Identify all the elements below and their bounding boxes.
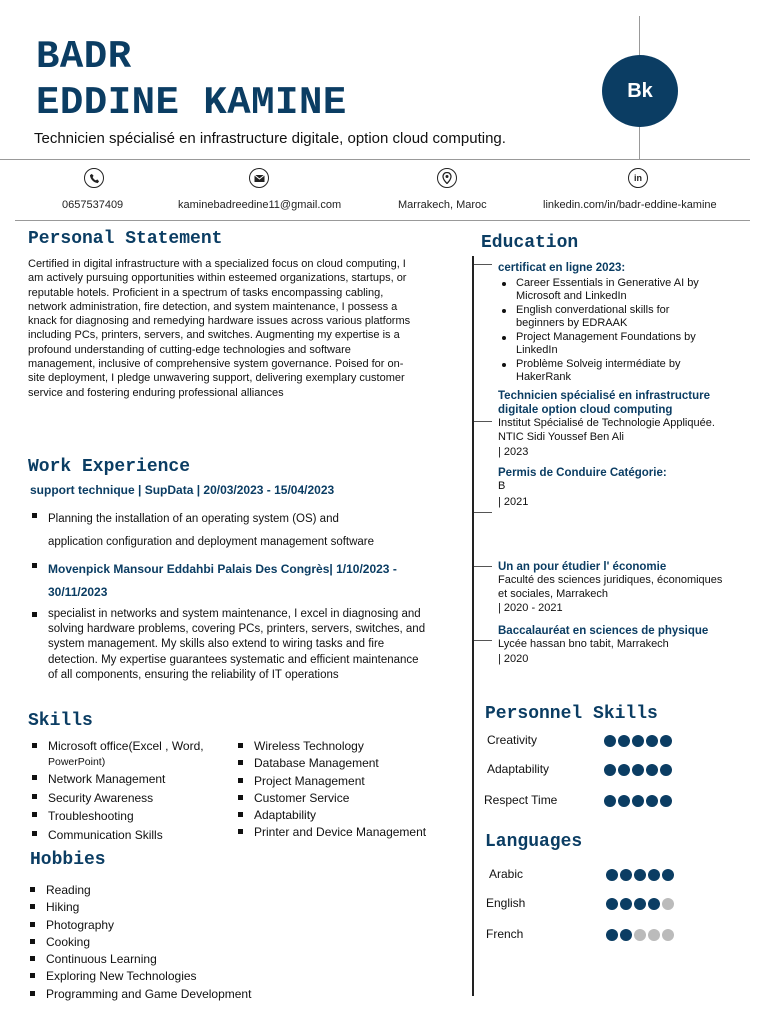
education-entry-4: Un an pour étudier l' économie Faculté des sciences juridiques, économiques et sociales, Marrakech | 2020 - 2021	[498, 561, 723, 614]
language-label: English	[486, 896, 526, 910]
candidate-name: BADR EDDINE KAMINE	[36, 35, 347, 125]
skill-item: Wireless Technology	[236, 738, 466, 755]
rating-dot-filled	[604, 735, 616, 747]
rating-dot-filled	[660, 795, 672, 807]
personal-skill-label: Creativity	[487, 733, 538, 747]
cert-item: Career Essentials in Generative AI by Microsoft and LinkedIn	[498, 277, 713, 302]
rating-dot-filled	[646, 735, 658, 747]
skill-item: Microsoft office(Excel , Word, PowerPoint)	[30, 738, 240, 770]
cert-list	[498, 277, 713, 383]
rating-dot-empty	[662, 929, 674, 941]
skills-column-2	[236, 738, 466, 842]
timeline-tick	[474, 512, 492, 513]
work-experience-title: Work Experience	[28, 457, 191, 477]
hobby-item: Hiking	[28, 899, 288, 916]
contact-phone: 0657537409	[62, 199, 124, 211]
rating-dot-filled	[606, 929, 618, 941]
language-rating	[606, 898, 674, 910]
rating-dot-empty	[634, 929, 646, 941]
rating-dot-filled	[606, 869, 618, 881]
skill-item: Database Management	[236, 755, 466, 772]
rating-dot-filled	[620, 898, 632, 910]
rating-dot-filled	[634, 869, 646, 881]
rating-dot-filled	[618, 735, 630, 747]
linkedin-icon: in	[628, 168, 648, 188]
education-entry-5: Baccalauréat en sciences de physique Lycée hassan bno tabit, Marrakech | 2020	[498, 625, 709, 665]
timeline-tick	[474, 264, 492, 265]
rating-dot-filled	[634, 898, 646, 910]
personal-skill-label: Respect Time	[484, 793, 558, 807]
initials-avatar: Bk	[602, 55, 678, 127]
hobby-item: Exploring New Technologies	[28, 968, 288, 985]
rating-dot-filled	[632, 735, 644, 747]
language-rating	[606, 869, 674, 881]
email-icon	[249, 168, 269, 188]
skills-title: Skills	[28, 711, 93, 731]
education-timeline	[472, 256, 474, 996]
personal-skill-rating	[604, 735, 672, 747]
rating-dot-filled	[646, 764, 658, 776]
job1-bullets	[30, 508, 430, 554]
personal-skills-title: Personnel Skills	[485, 704, 658, 724]
rating-dot-filled	[632, 764, 644, 776]
rating-dot-empty	[648, 929, 660, 941]
personal-skill-rating	[604, 764, 672, 776]
cert-item: Problème Solveig intermédiate by HakerRank	[498, 358, 713, 383]
job2-heading: Movenpick Mansour Eddahbi Palais Des Congrès| 1/10/2023 - 30/11/2023	[30, 558, 430, 604]
skill-item: Project Management	[236, 773, 466, 790]
hobbies-list	[28, 882, 288, 1003]
rating-dot-filled	[618, 764, 630, 776]
timeline-tick	[474, 640, 492, 641]
education-entry-2: Technicien spécialisé en infrastructure digitale option cloud computing Institut Spécialisé de Technologie Appliquée. NTIC Sidi Youssef Ben Ali | 2023	[498, 390, 715, 458]
skill-item: Communication Skills	[30, 826, 240, 845]
skill-item: Security Awareness	[30, 789, 240, 808]
job2-bullet: specialist in networks and system maintenance, I excel in diagnosing and solving hardware problems, covering PCs, printers, servers, switches, and system management. My skills also extend to wiring tasks and fire detection. My expertise guarantees systematic and efficient maintenance of all components, ensuring the reliability of IT operations	[30, 607, 430, 683]
contact-divider	[15, 220, 750, 221]
rating-dot-filled	[662, 869, 674, 881]
job2-bullets	[30, 607, 430, 683]
skill-item: Customer Service	[236, 790, 466, 807]
education-entry-3: Permis de Conduire Catégorie: B | 2021	[498, 467, 667, 508]
education-title: Education	[481, 233, 579, 253]
hobby-item: Programming and Game Development	[28, 986, 288, 1003]
cert-item: English converdational skills for beginners by EDRAAK	[498, 304, 713, 329]
contact-location: Marrakech, Maroc	[398, 199, 487, 211]
language-rating	[606, 929, 674, 941]
hobby-item: Continuous Learning	[28, 951, 288, 968]
rating-dot-filled	[660, 764, 672, 776]
rating-dot-filled	[620, 869, 632, 881]
personal-statement-title: Personal Statement	[28, 229, 223, 249]
contact-linkedin[interactable]: linkedin.com/in/badr-eddine-kamine	[543, 199, 717, 211]
personal-skill-label: Adaptability	[487, 762, 550, 776]
rating-dot-filled	[648, 869, 660, 881]
job1-bullet: Planning the installation of an operating system (OS) and application configuration and deployment management software	[30, 508, 430, 554]
cert-item: Project Management Foundations by LinkedIn	[498, 331, 713, 356]
language-label: Arabic	[489, 867, 524, 881]
rating-dot-filled	[632, 795, 644, 807]
personal-statement-text: Certified in digital infrastructure with a specialized focus on cloud computing, I am actively pursuing opportunities within esteemed organizations, startups, or reputable hotels. Proficient in a spectrum of tasks encompassing cabling, network administration, fire detection, and system maintenance, I possess a knack for diagnosing and remedying hardware issues across various platforms including PCs, printers, servers, and switches. Augmenting my expertise is a profound understanding of cutting-edge technologies and software management, inclusive of comprehensive system governance. Poised for on-site deployment, I pledge unwavering support, delivering exemplary customer service and fostering enduring professional alliances	[28, 258, 411, 399]
phone-icon	[84, 168, 104, 188]
rating-dot-filled	[646, 795, 658, 807]
rating-dot-filled	[604, 795, 616, 807]
location-icon	[437, 168, 457, 188]
contact-email[interactable]: kaminebadreedine11@gmail.com	[178, 199, 342, 211]
job-subtitle: Technicien spécialisé en infrastructure digitale, option cloud computing.	[34, 130, 506, 147]
rating-dot-filled	[620, 929, 632, 941]
skill-item: Network Management	[30, 770, 240, 789]
language-label: French	[486, 927, 524, 941]
rating-dot-filled	[604, 764, 616, 776]
hobby-item: Reading	[28, 882, 288, 899]
personal-skill-rating	[604, 795, 672, 807]
languages-title: Languages	[485, 832, 583, 852]
skill-item: Printer and Device Management	[236, 824, 466, 841]
rating-dot-empty	[662, 898, 674, 910]
header-divider	[0, 159, 750, 160]
timeline-tick	[474, 421, 492, 422]
job1-heading: support technique | SupData | 20/03/2023 - 15/04/2023	[30, 483, 335, 497]
skills-column-1	[30, 738, 240, 844]
cert-heading: certificat en ligne 2023:	[498, 262, 626, 274]
hobby-item: Photography	[28, 917, 288, 934]
hobbies-title: Hobbies	[30, 850, 106, 870]
skill-item: Adaptability	[236, 807, 466, 824]
rating-dot-filled	[618, 795, 630, 807]
hobby-item: Cooking	[28, 934, 288, 951]
rating-dot-filled	[660, 735, 672, 747]
timeline-tick	[474, 566, 492, 567]
rating-dot-filled	[606, 898, 618, 910]
rating-dot-filled	[648, 898, 660, 910]
skill-item: Troubleshooting	[30, 807, 240, 826]
